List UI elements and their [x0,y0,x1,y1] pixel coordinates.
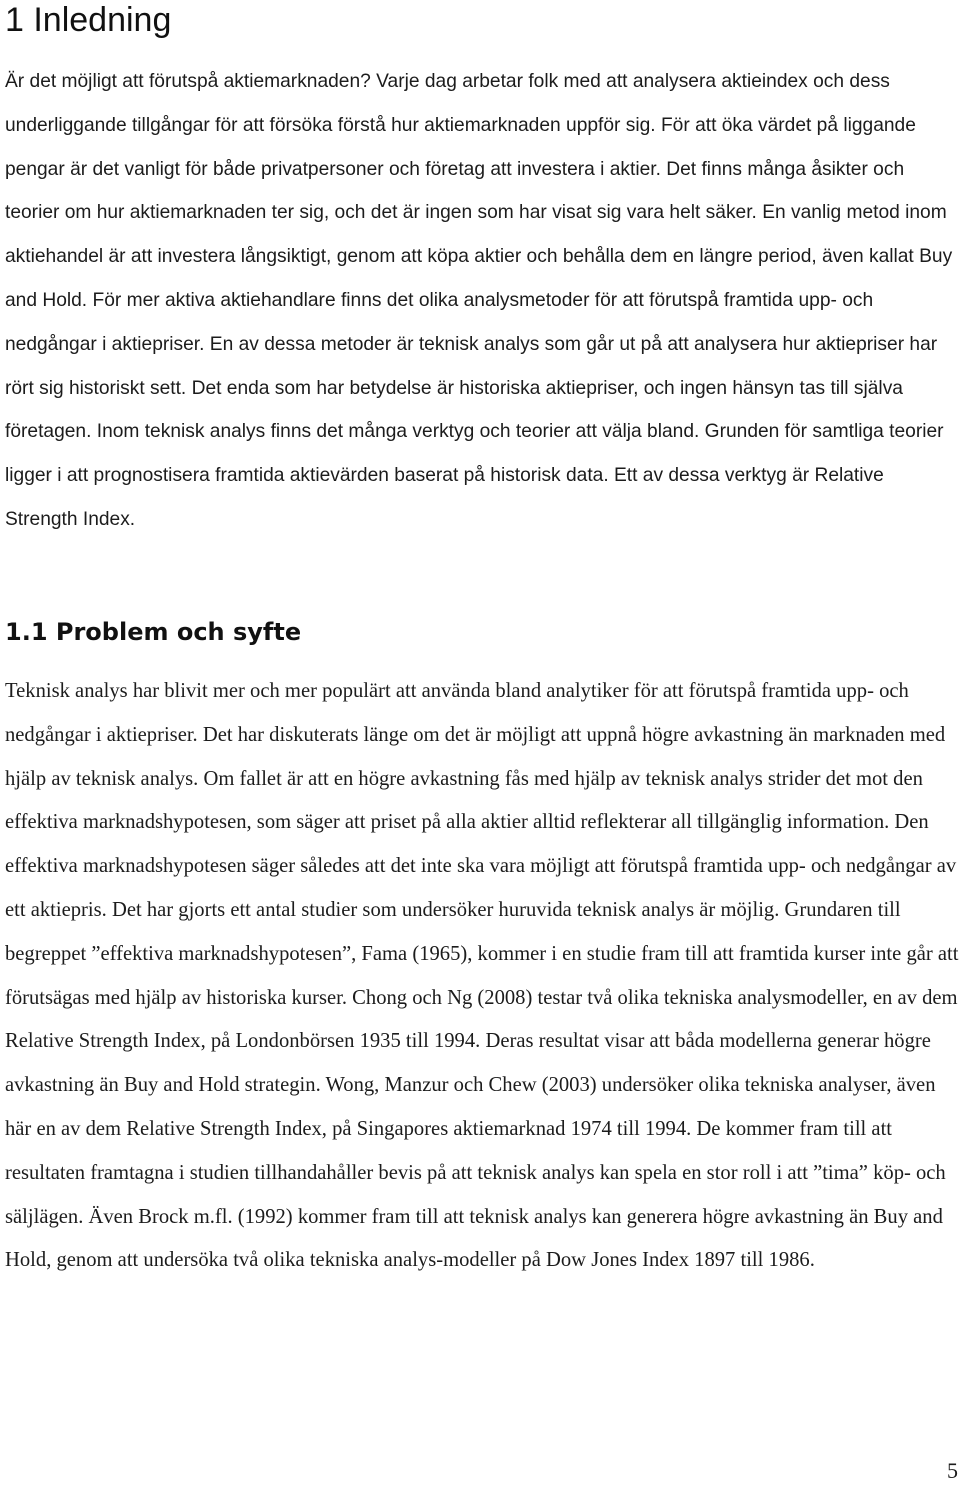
problem-paragraph: Teknisk analys har blivit mer och mer populärt att använda bland analytiker för att förutspå framtida upp- och nedgångar i aktiepriser. Det har diskuterats länge om det är möjligt att uppnå högre avkastning än marknaden med hjälp av teknisk analys. Om fallet är att en högre avkastning fås med hjälp av teknisk analys strider det mot den effektiva marknadshypotesen, som säger att priset på alla aktier alltid reflekterar all tillgänglig information. Den effektiva marknadshypotesen säger således att det inte ska vara möjligt att förutspå framtida upp- och nedgångar av ett aktiepris. Det har gjorts ett antal studier som undersöker huruvida teknisk analys är möjlig. Grundaren till begreppet ”effektiva marknadshypotesen”, Fama (1965), kommer i en studie fram till att framtida kurser inte går att förutsägas med hjälp av historiska kurser. Chong och Ng (2008) testar två olika tekniska analysmodeller, en av dem Relative Strength Index, på Londonbörsen 1935 till 1994. Deras resultat visar att båda modellerna generar högre avkastning än Buy and Hold strategin. Wong, Manzur och Chew (2003) undersöker olika tekniska analyser, även här en av dem Relative Strength Index, på Singapores aktiemarknad 1974 till 1994. De kommer fram till att resultaten framtagna i studien tillhandahåller bevis på att teknisk analys kan spela en stor roll i att ”tima” köp- och säljlägen. Även Brock m.fl. (1992) kommer fram till att teknisk analys kan generera högre avkastning än Buy and Hold, genom att undersöka två olika tekniska analys-modeller på Dow Jones Index 1897 till 1986. [5,680,959,1272]
page-number: 5 [947,1458,958,1483]
chapter-heading: 1 Inledning [5,1,172,39]
section-heading: 1.1 Problem och syfte [5,618,302,646]
intro-paragraph: Är det möjligt att förutspå aktiemarknaden? Varje dag arbetar folk med att analysera aktieindex och dess underliggande tillgångar för att försöka förstå hur aktiemarknaden uppför sig. För att öka värdet på liggande pengar är det vanligt för både privatpersoner och företag att investera i aktier. Det finns många åsikter och teorier om hur aktiemarknaden ter sig, och det är ingen som har visat sig vara helt säker. En vanlig metod inom aktiehandel är att investera långsiktigt, genom att köpa aktier och behålla dem en längre period, även kallat Buy and Hold. För mer aktiva aktiehandlare finns det olika analysmetoder för att förutspå framtida upp- och nedgångar i aktiepriser. En av dessa metoder är teknisk analys som går ut på att analysera hur aktiepriser har rört sig historiskt sett. Det enda som har betydelse är historiska aktiepriser, och ingen hänsyn tas till själva företagen. Inom teknisk analys finns det många verktyg och teorier att välja bland. Grunden för samtliga teorier ligger i att prognostisera framtida aktievärden baserat på historisk data. Ett av dessa verktyg är Relative Strength Index. [5,71,953,530]
